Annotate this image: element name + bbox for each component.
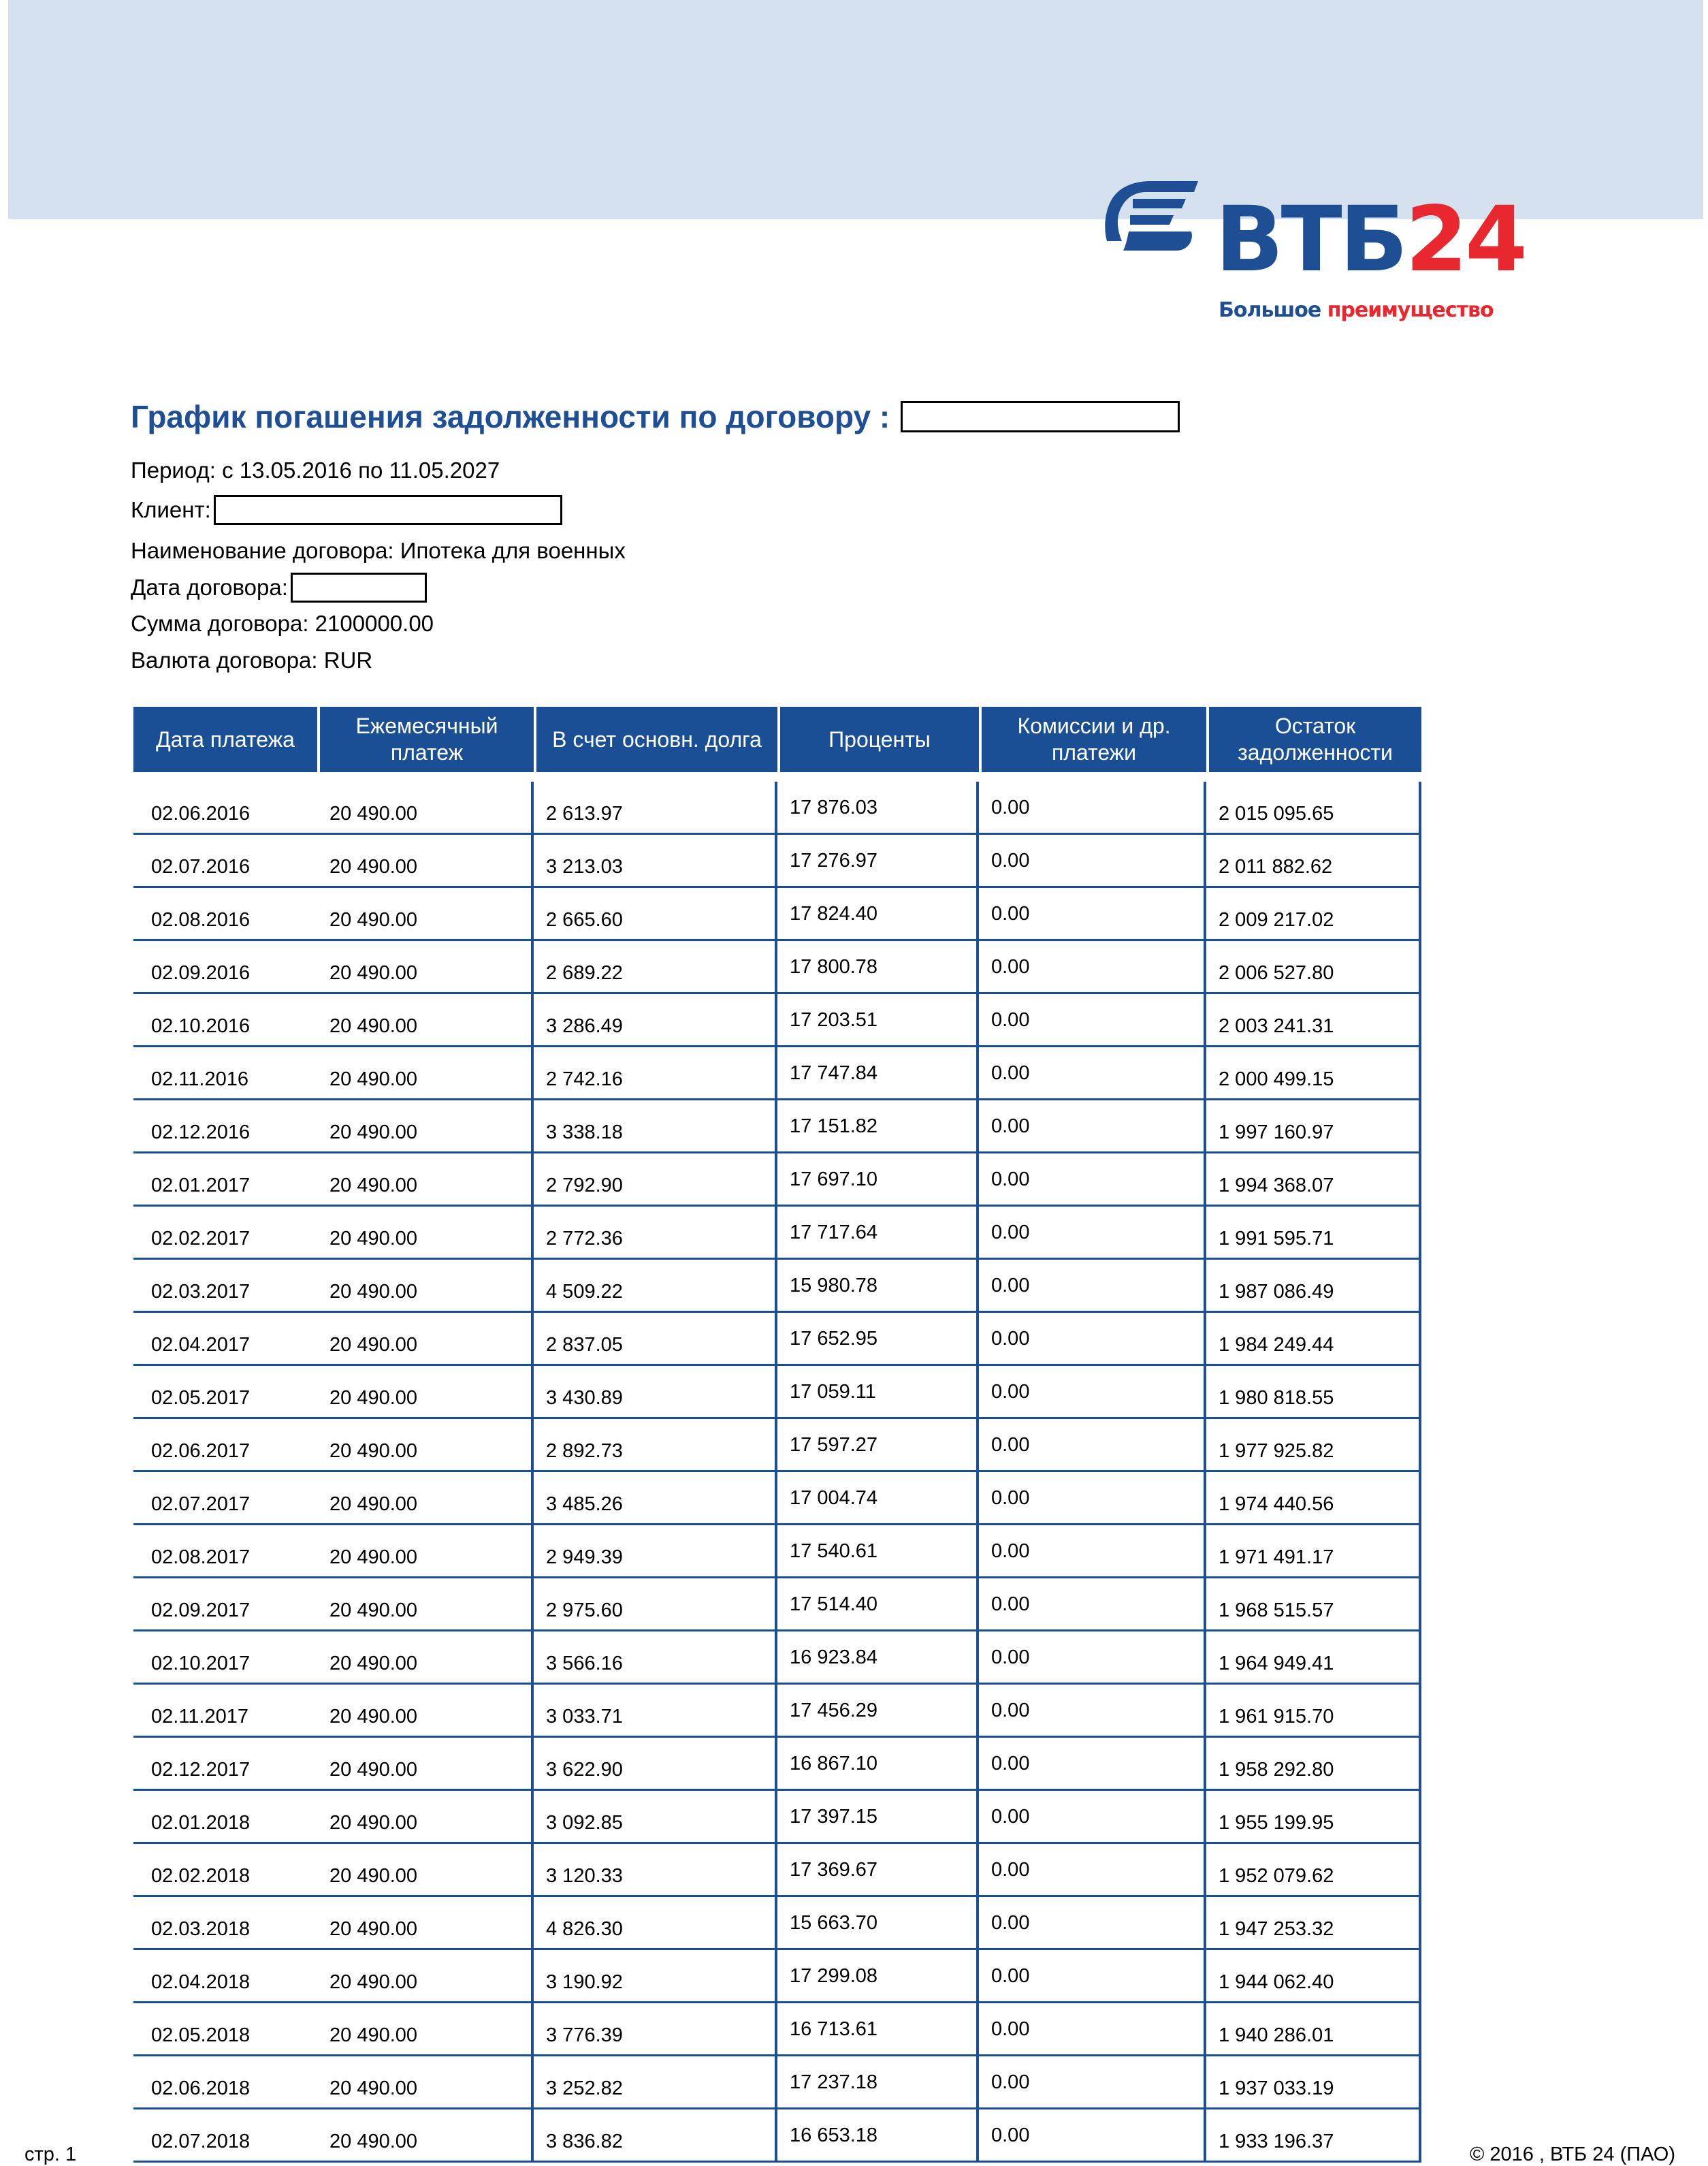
cell-balance: 2 000 499.15 xyxy=(1206,1047,1421,1100)
cell-date: 02.09.2017 xyxy=(133,1578,317,1631)
cell-payment: 20 490.00 xyxy=(317,1791,534,1844)
cell-date: 02.07.2016 xyxy=(133,835,317,888)
cell-principal: 2 949.39 xyxy=(534,1525,777,1578)
table-row xyxy=(133,1047,1421,1100)
table-row xyxy=(133,1207,1421,1260)
cell-principal: 3 092.85 xyxy=(534,1791,777,1844)
cell-fees: 0.00 xyxy=(979,1472,1206,1525)
cell-date: 02.05.2018 xyxy=(133,2003,317,2056)
table-row xyxy=(133,1844,1421,1897)
contract-sum-line: Сумма договора: 2100000.00 xyxy=(131,611,434,636)
cell-balance: 1 997 160.97 xyxy=(1206,1100,1421,1153)
cell-principal: 4 826.30 xyxy=(534,1897,777,1950)
cell-interest: 17 276.97 xyxy=(777,835,979,888)
cell-date: 02.01.2018 xyxy=(133,1791,317,1844)
cell-payment: 20 490.00 xyxy=(317,941,534,994)
col-header-date: Дата платежа xyxy=(133,707,317,772)
cell-principal: 4 509.22 xyxy=(534,1260,777,1313)
cell-balance: 1 964 949.41 xyxy=(1206,1631,1421,1685)
cell-interest: 16 923.84 xyxy=(777,1631,979,1685)
repayment-schedule-table xyxy=(133,707,1421,2163)
cell-fees: 0.00 xyxy=(979,1153,1206,1207)
cell-interest: 16 867.10 xyxy=(777,1738,979,1791)
cell-interest: 17 151.82 xyxy=(777,1100,979,1153)
cell-fees: 0.00 xyxy=(979,1897,1206,1950)
cell-date: 02.10.2017 xyxy=(133,1631,317,1685)
cell-interest: 17 652.95 xyxy=(777,1313,979,1366)
cell-balance: 1 937 033.19 xyxy=(1206,2056,1421,2109)
cell-principal: 2 665.60 xyxy=(534,888,777,941)
cell-interest: 17 299.08 xyxy=(777,1950,979,2003)
contract-date-redacted xyxy=(291,573,427,603)
client-line: Клиент: xyxy=(131,495,562,525)
col-header-fees: Комиссии и др. платежи xyxy=(979,707,1206,772)
page-number: стр. 1 xyxy=(25,2144,77,2165)
cell-date: 02.02.2018 xyxy=(133,1844,317,1897)
cell-date: 02.08.2017 xyxy=(133,1525,317,1578)
cell-interest: 17 059.11 xyxy=(777,1366,979,1419)
cell-interest: 16 713.61 xyxy=(777,2003,979,2056)
table-row xyxy=(133,1897,1421,1950)
cell-date: 02.07.2018 xyxy=(133,2109,317,2163)
logo-tagline: Большое преимущество xyxy=(1219,298,1494,322)
cell-payment: 20 490.00 xyxy=(317,1366,534,1419)
table-row xyxy=(133,1631,1421,1685)
table-row xyxy=(133,1525,1421,1578)
table-row xyxy=(133,1313,1421,1366)
document-title: График погашения задолженности по договору : xyxy=(131,398,1180,435)
cell-principal: 3 120.33 xyxy=(534,1844,777,1897)
cell-fees: 0.00 xyxy=(979,1207,1206,1260)
table-row xyxy=(133,1578,1421,1631)
cell-date: 02.06.2018 xyxy=(133,2056,317,2109)
cell-balance: 1 977 925.82 xyxy=(1206,1419,1421,1472)
cell-date: 02.01.2017 xyxy=(133,1153,317,1207)
cell-payment: 20 490.00 xyxy=(317,1738,534,1791)
col-header-payment: Ежемесячный платеж xyxy=(317,707,534,772)
table-header-row xyxy=(133,707,1421,772)
cell-fees: 0.00 xyxy=(979,888,1206,941)
cell-payment: 20 490.00 xyxy=(317,2109,534,2163)
cell-fees: 0.00 xyxy=(979,1047,1206,1100)
cell-principal: 3 485.26 xyxy=(534,1472,777,1525)
table-row xyxy=(133,941,1421,994)
cell-interest: 17 237.18 xyxy=(777,2056,979,2109)
cell-principal: 3 213.03 xyxy=(534,835,777,888)
cell-interest: 17 747.84 xyxy=(777,1047,979,1100)
cell-fees: 0.00 xyxy=(979,835,1206,888)
cell-interest: 15 980.78 xyxy=(777,1260,979,1313)
contract-name-line: Наименование договора: Ипотека для военных xyxy=(131,538,626,563)
cell-fees: 0.00 xyxy=(979,1366,1206,1419)
cell-balance: 1 971 491.17 xyxy=(1206,1525,1421,1578)
cell-balance: 1 974 440.56 xyxy=(1206,1472,1421,1525)
cell-payment: 20 490.00 xyxy=(317,1313,534,1366)
cell-balance: 2 006 527.80 xyxy=(1206,941,1421,994)
table-row xyxy=(133,1100,1421,1153)
cell-interest: 17 540.61 xyxy=(777,1525,979,1578)
contract-date-line: Дата договора: xyxy=(131,573,427,603)
cell-balance: 1 984 249.44 xyxy=(1206,1313,1421,1366)
cell-principal: 2 892.73 xyxy=(534,1419,777,1472)
cell-principal: 3 286.49 xyxy=(534,994,777,1047)
cell-interest: 17 514.40 xyxy=(777,1578,979,1631)
cell-balance: 1 944 062.40 xyxy=(1206,1950,1421,2003)
cell-fees: 0.00 xyxy=(979,1631,1206,1685)
cell-fees: 0.00 xyxy=(979,1685,1206,1738)
cell-date: 02.11.2017 xyxy=(133,1685,317,1738)
col-header-interest: Проценты xyxy=(777,707,979,772)
cell-balance: 1 980 818.55 xyxy=(1206,1366,1421,1419)
cell-fees: 0.00 xyxy=(979,2109,1206,2163)
table-row xyxy=(133,1950,1421,2003)
cell-interest: 17 004.74 xyxy=(777,1472,979,1525)
table-row xyxy=(133,2109,1421,2163)
cell-fees: 0.00 xyxy=(979,1313,1206,1366)
contract-number-redacted xyxy=(901,401,1180,432)
cell-fees: 0.00 xyxy=(979,1578,1206,1631)
cell-interest: 17 697.10 xyxy=(777,1153,979,1207)
cell-payment: 20 490.00 xyxy=(317,2003,534,2056)
cell-principal: 2 975.60 xyxy=(534,1578,777,1631)
cell-interest: 17 369.67 xyxy=(777,1844,979,1897)
table-row xyxy=(133,2056,1421,2109)
cell-interest: 16 653.18 xyxy=(777,2109,979,2163)
cell-interest: 17 800.78 xyxy=(777,941,979,994)
table-row xyxy=(133,1366,1421,1419)
cell-payment: 20 490.00 xyxy=(317,1472,534,1525)
cell-balance: 1 987 086.49 xyxy=(1206,1260,1421,1313)
cell-payment: 20 490.00 xyxy=(317,1100,534,1153)
cell-fees: 0.00 xyxy=(979,2056,1206,2109)
cell-balance: 1 933 196.37 xyxy=(1206,2109,1421,2163)
cell-principal: 2 742.16 xyxy=(534,1047,777,1100)
cell-fees: 0.00 xyxy=(979,1844,1206,1897)
cell-balance: 1 961 915.70 xyxy=(1206,1685,1421,1738)
cell-payment: 20 490.00 xyxy=(317,1950,534,2003)
cell-balance: 1 991 595.71 xyxy=(1206,1207,1421,1260)
cell-fees: 0.00 xyxy=(979,1950,1206,2003)
col-header-balance: Остаток задолженности xyxy=(1206,707,1421,772)
table-row xyxy=(133,1791,1421,1844)
col-header-principal: В счет основн. долга xyxy=(534,707,777,772)
cell-principal: 3 836.82 xyxy=(534,2109,777,2163)
cell-balance: 2 015 095.65 xyxy=(1206,782,1421,835)
period-line: Период: с 13.05.2016 по 11.05.2027 xyxy=(131,458,500,483)
cell-payment: 20 490.00 xyxy=(317,1685,534,1738)
cell-payment: 20 490.00 xyxy=(317,1631,534,1685)
cell-interest: 17 597.27 xyxy=(777,1419,979,1472)
cell-fees: 0.00 xyxy=(979,2003,1206,2056)
cell-interest: 17 876.03 xyxy=(777,782,979,835)
cell-date: 02.02.2017 xyxy=(133,1207,317,1260)
cell-date: 02.08.2016 xyxy=(133,888,317,941)
cell-date: 02.05.2017 xyxy=(133,1366,317,1419)
cell-balance: 1 940 286.01 xyxy=(1206,2003,1421,2056)
table-row xyxy=(133,1685,1421,1738)
cell-payment: 20 490.00 xyxy=(317,1260,534,1313)
cell-principal: 3 252.82 xyxy=(534,2056,777,2109)
cell-date: 02.07.2017 xyxy=(133,1472,317,1525)
cell-interest: 17 824.40 xyxy=(777,888,979,941)
cell-date: 02.04.2017 xyxy=(133,1313,317,1366)
cell-payment: 20 490.00 xyxy=(317,2056,534,2109)
cell-fees: 0.00 xyxy=(979,1419,1206,1472)
cell-principal: 3 033.71 xyxy=(534,1685,777,1738)
cell-fees: 0.00 xyxy=(979,1100,1206,1153)
cell-payment: 20 490.00 xyxy=(317,1578,534,1631)
cell-interest: 17 203.51 xyxy=(777,994,979,1047)
cell-fees: 0.00 xyxy=(979,994,1206,1047)
currency-line: Валюта договора: RUR xyxy=(131,648,373,673)
cell-principal: 2 613.97 xyxy=(534,782,777,835)
cell-balance: 2 009 217.02 xyxy=(1206,888,1421,941)
logo-wordmark: ВТБ24 xyxy=(1215,187,1525,292)
cell-interest: 17 397.15 xyxy=(777,1791,979,1844)
cell-principal: 3 190.92 xyxy=(534,1950,777,2003)
cell-balance: 1 968 515.57 xyxy=(1206,1578,1421,1631)
cell-payment: 20 490.00 xyxy=(317,1525,534,1578)
cell-date: 02.12.2017 xyxy=(133,1738,317,1791)
cell-payment: 20 490.00 xyxy=(317,1207,534,1260)
cell-payment: 20 490.00 xyxy=(317,1153,534,1207)
cell-interest: 15 663.70 xyxy=(777,1897,979,1950)
table-row xyxy=(133,1260,1421,1313)
cell-date: 02.10.2016 xyxy=(133,994,317,1047)
cell-balance: 1 994 368.07 xyxy=(1206,1153,1421,1207)
cell-fees: 0.00 xyxy=(979,941,1206,994)
cell-date: 02.04.2018 xyxy=(133,1950,317,2003)
cell-balance: 1 947 253.32 xyxy=(1206,1897,1421,1950)
cell-fees: 0.00 xyxy=(979,1791,1206,1844)
cell-fees: 0.00 xyxy=(979,782,1206,835)
cell-date: 02.03.2017 xyxy=(133,1260,317,1313)
cell-fees: 0.00 xyxy=(979,1260,1206,1313)
cell-principal: 2 792.90 xyxy=(534,1153,777,1207)
table-row xyxy=(133,1738,1421,1791)
cell-payment: 20 490.00 xyxy=(317,1419,534,1472)
cell-principal: 3 338.18 xyxy=(534,1100,777,1153)
table-row xyxy=(133,1419,1421,1472)
cell-payment: 20 490.00 xyxy=(317,782,534,835)
cell-fees: 0.00 xyxy=(979,1525,1206,1578)
cell-date: 02.03.2018 xyxy=(133,1897,317,1950)
cell-payment: 20 490.00 xyxy=(317,1047,534,1100)
cell-balance: 2 011 882.62 xyxy=(1206,835,1421,888)
cell-fees: 0.00 xyxy=(979,1738,1206,1791)
copyright: © 2016 , ВТБ 24 (ПАО) xyxy=(1469,2144,1675,2165)
cell-date: 02.06.2016 xyxy=(133,782,317,835)
cell-principal: 3 622.90 xyxy=(534,1738,777,1791)
cell-balance: 1 958 292.80 xyxy=(1206,1738,1421,1791)
cell-principal: 2 837.05 xyxy=(534,1313,777,1366)
table-row xyxy=(133,888,1421,941)
cell-payment: 20 490.00 xyxy=(317,1844,534,1897)
cell-principal: 2 689.22 xyxy=(534,941,777,994)
cell-date: 02.06.2017 xyxy=(133,1419,317,1472)
cell-principal: 3 430.89 xyxy=(534,1366,777,1419)
cell-balance: 1 952 079.62 xyxy=(1206,1844,1421,1897)
cell-principal: 2 772.36 xyxy=(534,1207,777,1260)
cell-payment: 20 490.00 xyxy=(317,1897,534,1950)
cell-interest: 17 717.64 xyxy=(777,1207,979,1260)
vtb24-logo xyxy=(1103,178,1525,335)
cell-balance: 1 955 199.95 xyxy=(1206,1791,1421,1844)
table-row xyxy=(133,1153,1421,1207)
cell-date: 02.12.2016 xyxy=(133,1100,317,1153)
table-row xyxy=(133,1472,1421,1525)
cell-interest: 17 456.29 xyxy=(777,1685,979,1738)
table-row xyxy=(133,782,1421,835)
table-row xyxy=(133,2003,1421,2056)
cell-payment: 20 490.00 xyxy=(317,994,534,1047)
cell-principal: 3 566.16 xyxy=(534,1631,777,1685)
table-row xyxy=(133,994,1421,1047)
cell-date: 02.09.2016 xyxy=(133,941,317,994)
cell-balance: 2 003 241.31 xyxy=(1206,994,1421,1047)
cell-payment: 20 490.00 xyxy=(317,888,534,941)
client-name-redacted xyxy=(214,495,562,525)
cell-payment: 20 490.00 xyxy=(317,835,534,888)
vtb-emblem-icon xyxy=(1103,178,1198,253)
cell-principal: 3 776.39 xyxy=(534,2003,777,2056)
cell-date: 02.11.2016 xyxy=(133,1047,317,1100)
table-row xyxy=(133,835,1421,888)
